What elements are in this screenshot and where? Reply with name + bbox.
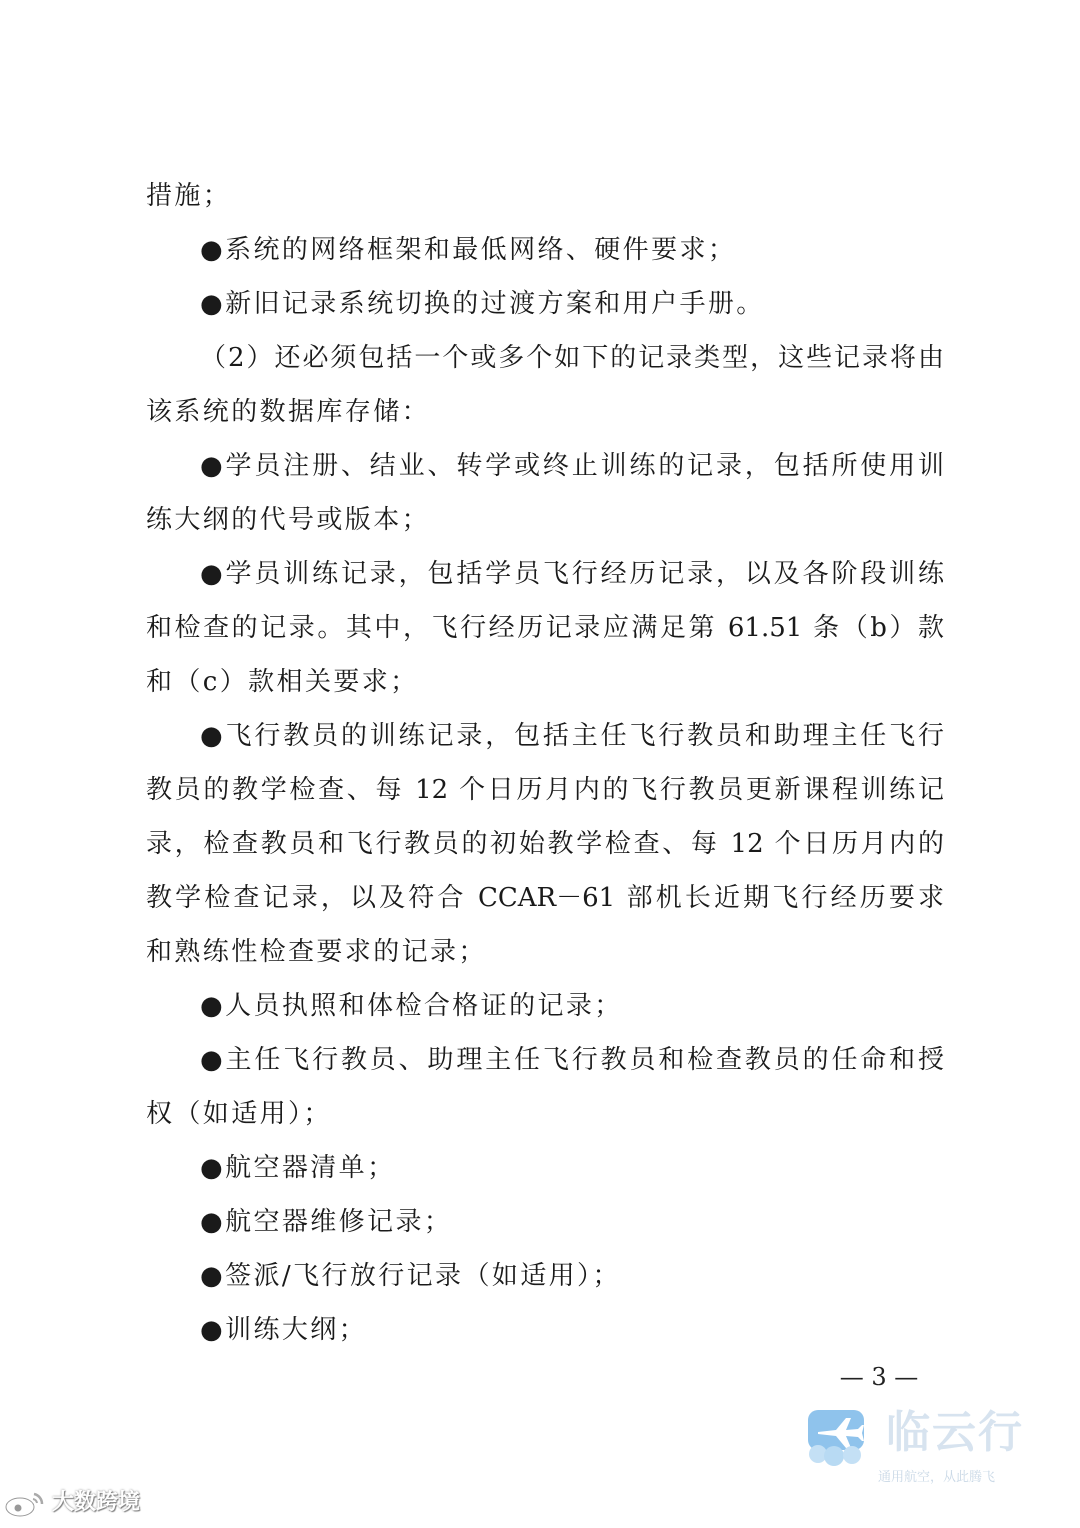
bullet-item: ●航空器清单；	[200, 1153, 396, 1183]
bullet-item: ●签派/飞行放行记录（如适用）；	[200, 1261, 621, 1291]
logo-tagline: 通用航空，从此腾飞	[878, 1470, 996, 1485]
watermark	[4, 1486, 174, 1520]
bullet-item: ●飞行教员的训练记录，包括主任飞行教员和助理主任飞行	[200, 721, 944, 751]
weibo-icon	[4, 1488, 48, 1518]
text-line: 和（c）款相关要求；	[146, 667, 419, 697]
bullet-item: ●新旧记录系统切换的过渡方案和用户手册。	[200, 289, 765, 319]
watermark-text: 大数跨境	[52, 1490, 141, 1515]
text-line: 录，检查教员和飞行教员的初始教学检查、每 12 个日历月内的	[146, 829, 944, 859]
text-line: 和检查的记录。其中，飞行经历记录应满足第 61.51 条（b）款	[146, 613, 944, 643]
logo-title: 临云行	[886, 1407, 1024, 1458]
text-line: 和熟练性检查要求的记录；	[146, 937, 487, 967]
paragraph-heading: （2）还必须包括一个或多个如下的记录类型，这些记录将由	[200, 343, 944, 373]
bullet-item: ●学员训练记录，包括学员飞行经历记录，以及各阶段训练	[200, 559, 944, 589]
text-line: 教员的教学检查、每 12 个日历月内的飞行教员更新课程训练记	[146, 775, 944, 805]
text-line: 权（如适用）；	[146, 1099, 332, 1129]
bullet-item: ●训练大纲；	[200, 1315, 368, 1345]
page-number: — 3 —	[839, 1363, 919, 1391]
text-line: 教学检查记录，以及符合 CCAR－61 部机长近期飞行经历要求	[146, 883, 944, 913]
bullet-item: ●学员注册、结业、转学或终止训练的记录，包括所使用训	[200, 451, 944, 481]
bullet-item: ●系统的网络框架和最低网络、硬件要求；	[200, 235, 737, 265]
text-line: 该系统的数据库存储：	[146, 397, 431, 427]
text-line: 措施；	[146, 181, 232, 211]
bullet-item: ●主任飞行教员、助理主任飞行教员和检查教员的任命和授	[200, 1045, 944, 1075]
brand-logo	[806, 1404, 1046, 1494]
bullet-item: ●人员执照和体检合格证的记录；	[200, 991, 623, 1021]
text-line: 练大纲的代号或版本；	[146, 505, 431, 535]
airplane-cloud-icon	[806, 1406, 870, 1468]
bullet-item: ●航空器维修记录；	[200, 1207, 453, 1237]
